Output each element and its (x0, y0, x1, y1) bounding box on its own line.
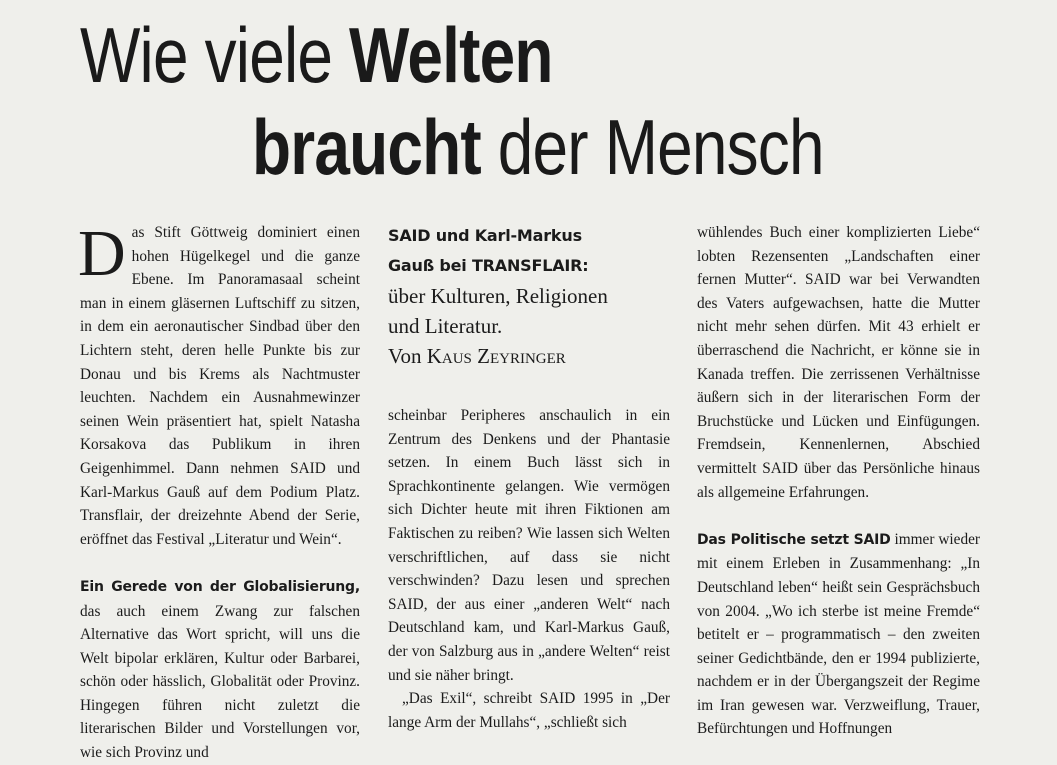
drop-cap: D (78, 217, 126, 290)
article-column-3 (697, 221, 980, 741)
kicker-serif-line-1: über Kulturen, Religionen (388, 284, 608, 308)
section-paragraph-globalisierung (80, 575, 360, 765)
headline-line-2 (252, 103, 824, 191)
headline-light-1: Wie viele (80, 11, 350, 99)
body-paragraph-2: „Das Exil“, schreibt SAID 1995 in „Der lange Arm der Mullahs“, „schließt sich (388, 690, 670, 731)
section-lead-politische: Das Politische setzt SAID (697, 531, 891, 548)
headline-line-1 (80, 11, 553, 99)
headline-bold-1: Welten (349, 11, 553, 99)
section-text-politische: immer wieder mit einem Erleben in Zusammenhang: „In Deutschland leben“ heißt sein Gesprächsbuch von 2004. „Wo ich sterbe ist meine Fremde“ betitelt er – programmatisch – den zweiten seiner Gedichtbände, den er 1994 publizierte, nachdem er in der Übergangszeit der Regime im Iran gewesen war. Verzweiflung, Trauer, Befürchtungen und Hoffnungen (697, 530, 980, 738)
headline-light-2: der Mensch (480, 103, 824, 191)
kicker-box (388, 221, 670, 371)
article-column-1 (78, 217, 360, 765)
byline-author: Kaus Zeyringer (426, 344, 566, 368)
kicker-sans-line-1: SAID und Karl-Markus (388, 226, 582, 245)
kicker-spacer (388, 371, 670, 404)
body-paragraph-3: wühlendes Buch einer komplizierten Liebe“ lobten Rezensenten „Landschaften einer fernen Mutter“. SAID war bei Verwandten des Vaters aufgewachsen, hatte die Mutter nicht mehr sehen dürfen. Mit 43 erhielt er überraschend die Nachricht, er könne sie in Kanada treffen. Die zerrissenen Verhältnisse äußern sich in der literarischen Form der Bruchstücke und Lücken und Einfügungen. Fremdsein, Kennenlernen, Abschied vermittelt SAID über das Persönliche hinaus als allgemeine Erfahrungen. (697, 224, 980, 501)
section-lead-globalisierung: Ein Gerede von der Globalisierung, (80, 578, 360, 595)
byline-prefix: Von (388, 344, 427, 368)
section-text-globalisierung: das auch einem Zwang zur falschen Alternative das Wort spricht, will uns die Welt bipolar erklären, Kultur oder Barbarei, schön oder hässlich, Globalität oder Provinz. Hingegen führen nicht zuletzt die literarischen Bilder und Vorstellungen vor, wie sich Provinz und (80, 602, 360, 762)
kicker-serif-line-2: und Literatur. (388, 314, 503, 338)
headline-bold-2: braucht (252, 103, 481, 191)
body-paragraph-1: scheinbar Peripheres anschaulich in ein Zentrum des Denkens und der Phantasie setzen. In einem Buch lässt sich in Sprachkontinente gelangen. Wie vermögen sich Dichter heute mit ihren Fiktionen am Faktischen zu reiben? Wie lassen sich Welten verschriftlichen, auf dass sie nicht verschwinden? Dazu lesen und sprechen SAID, der aus einer „anderen Welt“ nach Deutschland kam, und Karl-Markus Gauß, der von Salzburg aus in „andere Welten“ reist und sie näher bringt. (388, 407, 670, 684)
article-column-2 (388, 221, 670, 734)
section-paragraph-politische (697, 528, 980, 741)
byline (388, 341, 670, 371)
intro-paragraph (78, 217, 360, 551)
intro-text: as Stift Göttweig dominiert einen hohen Hügelkegel und die ganze Ebene. Im Panoramasaal scheint man in einem gläsernen Luftschiff zu sitzen, in dem ein aeronautischer Sindbad über den Lichtern steht, deren helle Punkte bis zur Donau und bis Krems als Nachtmuster leuchten. Nachdem ein Ausnahmewinzer seinen Wein präsentiert hat, spielt Natasha Korsakova das Publikum in ihren Geigenhimmel. Dann nehmen SAID und Karl-Markus Gauß auf dem Podium Platz. Transflair, der dreizehnte Abend der Serie, eröffnet das Festival „Literatur und Wein“. (80, 224, 360, 548)
kicker-sans-line-2: Gauß bei TRANSFLAIR: (388, 256, 589, 275)
